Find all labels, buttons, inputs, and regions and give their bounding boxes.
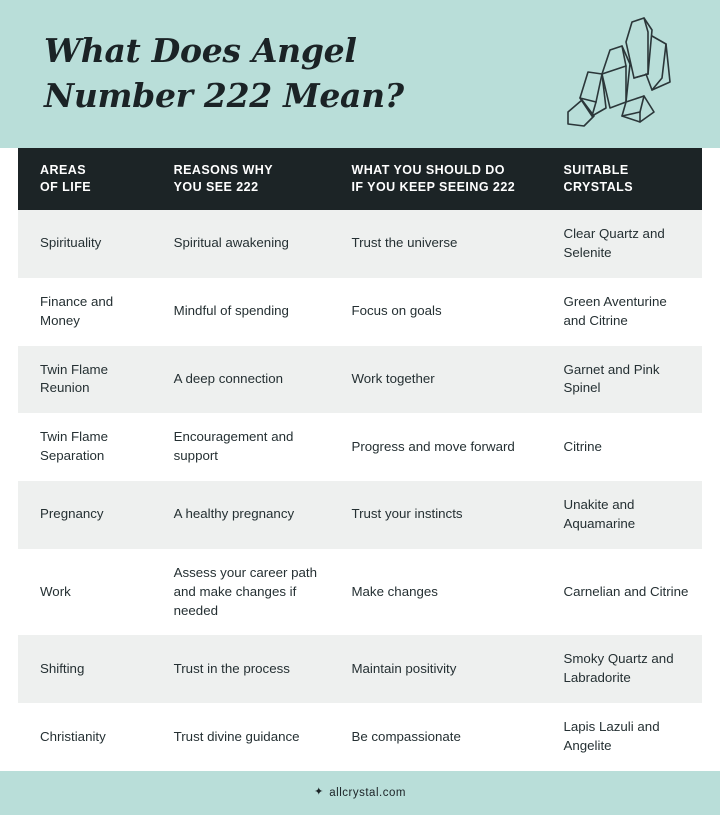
cell-action: Trust your instincts	[339, 481, 551, 549]
cell-action: Trust the universe	[339, 210, 551, 278]
angel-number-table	[18, 148, 702, 771]
cell-action: Maintain positivity	[339, 635, 551, 703]
cell-crystals: Carnelian and Citrine	[551, 549, 702, 636]
cell-crystals: Lapis Lazuli and Angelite	[551, 703, 702, 771]
cell-reason: A deep connection	[162, 346, 340, 414]
crystal-cluster-icon	[548, 16, 678, 132]
cell-reason: Mindful of spending	[162, 278, 340, 346]
footer-site-name: allcrystal.com	[329, 786, 406, 799]
table-row	[18, 278, 702, 346]
cell-area: Pregnancy	[18, 481, 162, 549]
cell-reason: Assess your career path and make changes if needed	[162, 549, 340, 636]
cell-reason: Trust in the process	[162, 635, 340, 703]
table-row	[18, 210, 702, 278]
footer-bar	[0, 771, 720, 815]
cell-action: Make changes	[339, 549, 551, 636]
cell-action: Focus on goals	[339, 278, 551, 346]
cell-area: Work	[18, 549, 162, 636]
column-header-line-2: CRYSTALS	[563, 179, 634, 194]
column-header-suitable-crystals	[551, 148, 702, 210]
page-title	[44, 29, 404, 119]
cell-area: Twin Flame Reunion	[18, 346, 162, 414]
cell-crystals: Unakite and Aquamarine	[551, 481, 702, 549]
column-header-line-1: REASONS WHY	[173, 163, 274, 177]
cell-area: Christianity	[18, 703, 162, 771]
table-body	[18, 210, 702, 771]
cell-crystals: Green Aventurine and Citrine	[551, 278, 702, 346]
column-header-reasons	[162, 148, 340, 210]
cell-crystals: Smoky Quartz and Labradorite	[551, 635, 702, 703]
table-header	[18, 148, 702, 210]
table-row	[18, 635, 702, 703]
column-header-what-to-do	[339, 148, 551, 210]
cell-reason: A healthy pregnancy	[162, 481, 340, 549]
cell-reason: Trust divine guidance	[162, 703, 340, 771]
angel-number-table-wrapper	[0, 148, 720, 771]
cell-action: Progress and move forward	[339, 413, 551, 481]
page-title-line-2: Number 222 Mean?	[44, 76, 404, 115]
cell-action: Be compassionate	[339, 703, 551, 771]
table-row	[18, 346, 702, 414]
column-header-line-1: AREAS	[40, 163, 87, 177]
column-header-line-1: WHAT YOU SHOULD DO	[351, 163, 505, 177]
column-header-line-1: SUITABLE	[563, 163, 629, 177]
cell-reason: Spiritual awakening	[162, 210, 340, 278]
cell-crystals: Garnet and Pink Spinel	[551, 346, 702, 414]
cell-area: Finance and Money	[18, 278, 162, 346]
column-header-line-2: IF YOU KEEP SEEING 222	[351, 179, 516, 194]
cell-crystals: Clear Quartz and Selenite	[551, 210, 702, 278]
table-row	[18, 413, 702, 481]
column-header-line-2: OF LIFE	[40, 179, 92, 194]
table-row	[18, 549, 702, 636]
cell-action: Work together	[339, 346, 551, 414]
table-header-row	[18, 148, 702, 210]
cell-crystals: Citrine	[551, 413, 702, 481]
cell-reason: Encouragement and support	[162, 413, 340, 481]
column-header-line-2: YOU SEE 222	[173, 179, 259, 194]
page-title-line-1: What Does Angel	[44, 31, 357, 71]
cell-area: Spirituality	[18, 210, 162, 278]
table-row	[18, 703, 702, 771]
sparkle-icon: ✦	[314, 786, 324, 799]
cell-area: Shifting	[18, 635, 162, 703]
column-header-areas-of-life	[18, 148, 162, 210]
cell-area: Twin Flame Separation	[18, 413, 162, 481]
header-banner	[0, 0, 720, 148]
table-row	[18, 481, 702, 549]
